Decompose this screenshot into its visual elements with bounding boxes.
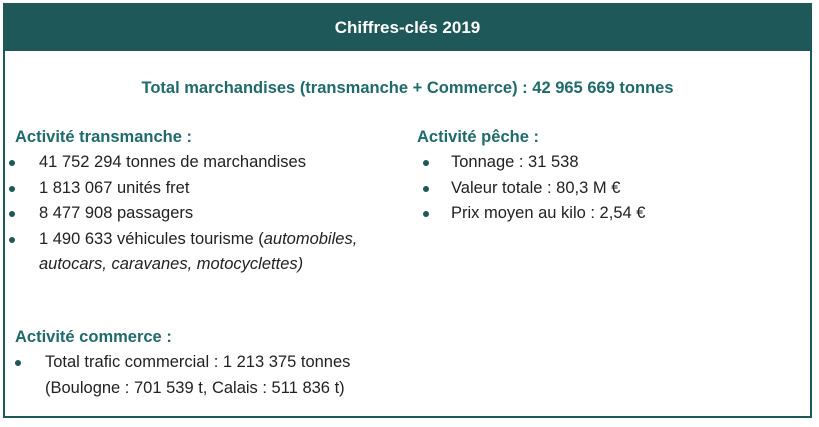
bullet-icon [423, 211, 429, 217]
bullet-icon [423, 160, 429, 166]
commerce-title: Activité commerce : [15, 328, 172, 346]
list-item: 41 752 294 tonnes de marchandises [5, 150, 425, 176]
bullet-icon [9, 211, 15, 217]
key-figures-box [3, 3, 812, 418]
peche-title: Activité pêche : [417, 128, 539, 146]
bullet-icon [15, 360, 21, 366]
bullet-icon [9, 160, 15, 166]
list-item: 1 813 067 unités fret [5, 176, 425, 202]
commerce-list [5, 350, 505, 401]
list-item: Valeur totale : 80,3 M € [417, 176, 797, 202]
box-header [5, 5, 810, 51]
bullet-icon [9, 237, 15, 243]
peche-list [417, 150, 797, 227]
list-item: Total trafic commercial : 1 213 375 tonnes (Boulogne : 701 539 t, Calais : 511 836 t) [5, 350, 505, 401]
transmanche-list [5, 150, 425, 278]
list-item: Tonnage : 31 538 [417, 150, 797, 176]
list-item-vehicles: 1 490 633 véhicules tourisme (automobiles, autocars, caravanes, motocyclettes) [5, 227, 425, 278]
bullet-icon [423, 186, 429, 192]
list-item: Prix moyen au kilo : 2,54 € [417, 201, 797, 227]
bullet-icon [9, 186, 15, 192]
box-title: Chiffres-clés 2019 [334, 18, 481, 37]
total-merchandise: Total marchandises (transmanche + Commerce) : 42 965 669 tonnes [141, 79, 674, 97]
list-item: 8 477 908 passagers [5, 201, 425, 227]
transmanche-title: Activité transmanche : [15, 128, 192, 146]
